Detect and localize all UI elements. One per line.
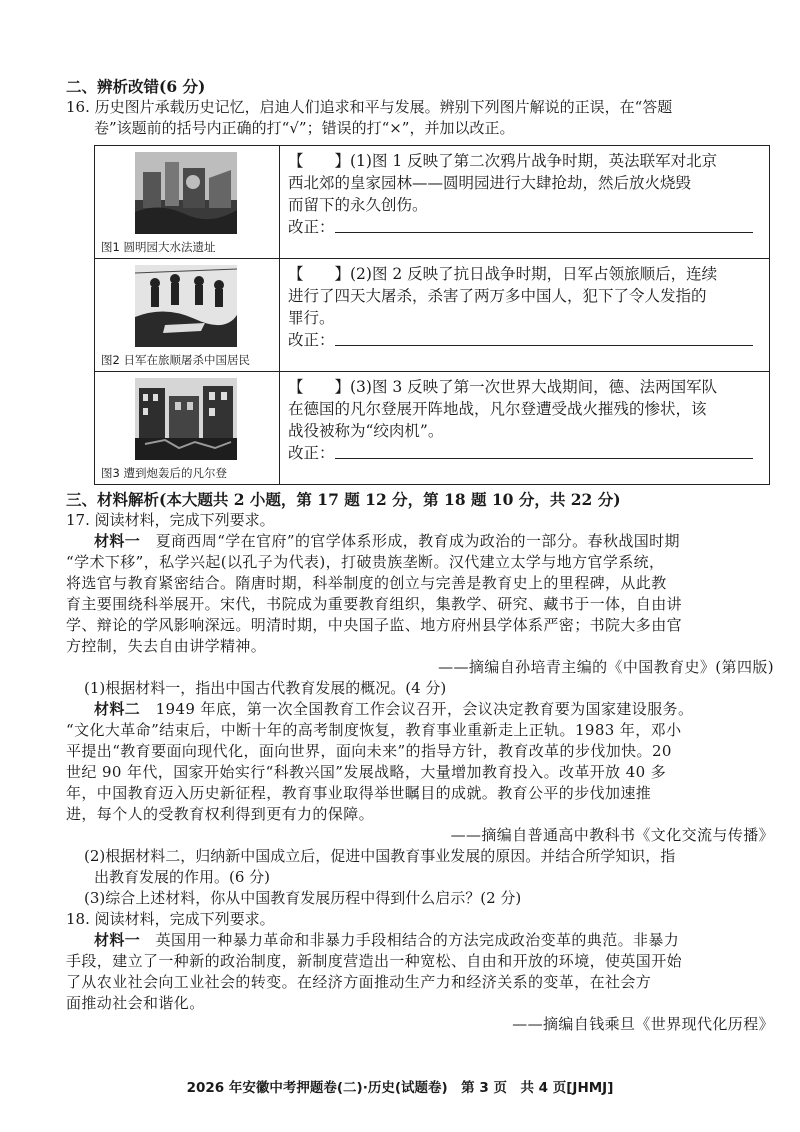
material-block — [66, 930, 774, 1035]
picture-cell — [95, 372, 280, 485]
correction-blank[interactable] — [335, 331, 753, 346]
statement-line: 而留下的永久创伤。 — [288, 196, 428, 214]
material-label: 材料二 — [94, 700, 141, 718]
material-line: 了从农业社会向工业社会的转变。在经济方面推动生产力和经济关系的变革，在社会方 — [66, 973, 652, 991]
question-16-prompt: 16. 历史图片承载历史记忆，启迪人们追求和平与发展。辨别下列图片解说的正误，在“答题 — [66, 98, 673, 116]
material-line — [66, 930, 774, 951]
statement-line: 西北郊的皇家园林——圆明园进行大肆抢劫，然后放火烧毁 — [288, 174, 692, 192]
statement-line: 【 】(1)图 1 反映了第二次鸦片战争时期，英法联军对北京 — [288, 152, 718, 170]
material-label: 材料一 — [94, 931, 141, 949]
correction-row — [288, 329, 763, 351]
picture-caption: 图1 圆明园大水法遗址 — [101, 240, 216, 254]
statement-line: 在德国的凡尔登展开阵地战，凡尔登遭受战火摧残的惨状，该 — [288, 400, 707, 418]
material-line — [66, 699, 774, 720]
picture-row-3 — [95, 372, 770, 485]
ruins-photo-icon — [135, 152, 237, 234]
material-line: 手段，建立了一种新的政治制度，新制度营造出一种宽松、自由和开放的环境，使英国开始 — [66, 952, 683, 970]
correction-blank[interactable] — [335, 444, 753, 459]
picture-row-2 — [95, 259, 770, 372]
picture-row-1 — [95, 146, 770, 259]
section-title: 三、材料解析(本大题共 2 小题，第 17 题 12 分，第 18 题 10 分，共 22 分) — [66, 490, 621, 509]
correction-row — [288, 442, 763, 464]
exam-page — [66, 74, 774, 1035]
statement-line: 【 】(2)图 2 反映了抗日战争时期，日军占领旅顺后，连续 — [288, 265, 718, 283]
statement-line: 战役被称为“绞肉机”。 — [288, 422, 444, 440]
statement-line: 进行了四天大屠杀，杀害了两万多中国人，犯下了令人发指的 — [288, 287, 707, 305]
bombed-town-photo-icon — [135, 378, 237, 460]
material-line: “文化大革命”结束后，中断十年的高考制度恢复，教育事业重新走上正轨。1983 年，邓小 — [66, 721, 682, 739]
section-title: 二、辨析改错(6 分) — [66, 77, 206, 96]
question-18-prompt: 18. 阅读材料，完成下列要求。 — [66, 910, 275, 928]
correction-label: 改正： — [288, 218, 335, 236]
material-line: 方控制，失去自由讲学精神。 — [66, 637, 267, 655]
question-17-2-cont: 出教育发展的作用。(6 分) — [94, 868, 271, 886]
material-line: 将选官与教育紧密结合。隋唐时期，科举制度的创立与完善是教育史上的里程碑，从此教 — [66, 574, 667, 592]
material-text: 英国用一种暴力革命和非暴力手段相结合的方法完成政治变革的典范。非暴力 — [140, 931, 680, 949]
statement-line: 罪行。 — [288, 309, 335, 327]
material-line: 面推动社会和谐化。 — [66, 994, 205, 1012]
question-17-prompt: 17. 阅读材料，完成下列要求。 — [66, 511, 275, 529]
picture-cell — [95, 259, 280, 372]
correction-row — [288, 216, 763, 238]
material-source: ——摘编自孙培青主编的《中国教育史》(第四版) — [438, 658, 774, 676]
question-17-2: (2)根据材料二，归纳新中国成立后，促进中国教育事业发展的原因。并结合所学知识，指 — [84, 847, 676, 865]
picture-cell — [95, 146, 280, 259]
material-text: 夏商西周“学在官府”的官学体系形成，教育成为政治的一部分。春秋战国时期 — [140, 532, 680, 550]
correction-blank[interactable] — [335, 218, 753, 233]
material-source: ——摘编自钱乘旦《世界现代化历程》 — [512, 1015, 774, 1033]
question-17-1: (1)根据材料一，指出中国古代教育发展的概况。(4 分) — [84, 679, 447, 697]
correction-label: 改正： — [288, 444, 335, 462]
material-line: “学术下移”，私学兴起(以孔子为代表)，打破贵族垄断。汉代建立太学与地方官学系统， — [66, 553, 665, 571]
picture-caption: 图2 日军在旅顺屠杀中国居民 — [101, 353, 250, 367]
material-line: 育主要围绕科举展开。宋代，书院成为重要教育组织，集教学、研究、藏书于一体，自由讲 — [66, 595, 683, 613]
material-line: 平提出“教育要面向现代化，面向世界，面向未来”的指导方针，教育改革的步伐加快。20 — [66, 742, 672, 760]
correction-label: 改正： — [288, 331, 335, 349]
material-source: ——摘编自普通高中教科书《文化交流与传播》 — [450, 826, 774, 844]
question-16-prompt-cont: 卷”该题前的括号内正确的打“√”；错误的打“×”，并加以改正。 — [94, 119, 515, 137]
massacre-engraving-icon — [135, 265, 237, 347]
material-text: 1949 年底，第一次全国教育工作会议召开，会议决定教育要为国家建设服务。 — [140, 700, 694, 718]
statement-cell — [280, 146, 770, 259]
statement-cell — [280, 372, 770, 485]
material-block — [66, 699, 774, 846]
material-line — [66, 531, 774, 552]
question-17-3: (3)综合上述材料，你从中国教育发展历程中得到什么启示？(2 分) — [84, 889, 522, 907]
statement-cell — [280, 259, 770, 372]
picture-caption: 图3 遭到炮轰后的凡尔登 — [101, 466, 227, 480]
material-line: 学、辩论的学风影响深远。明清时期，中央国子监、地方府州县学体系严密；书院大多由官 — [66, 616, 683, 634]
material-line: 进，每个人的受教育权利得到更有力的保障。 — [66, 805, 375, 823]
material-block — [66, 531, 774, 678]
material-line: 年，中国教育迈入历史新征程，教育事业取得举世瞩目的成就。教育公平的步伐加速推 — [66, 784, 652, 802]
material-label: 材料一 — [94, 532, 141, 550]
statement-line: 【 】(3)图 3 反映了第一次世界大战期间，德、法两国军队 — [288, 378, 718, 396]
material-line: 世纪 90 年代，国家开始实行“科教兴国”发展战略，大量增加教育投入。改革开放 40 多 — [66, 763, 667, 781]
page-footer: 2026 年安徽中考押题卷(二)·历史(试题卷) 第 3 页 共 4 页[JHMJ] — [186, 1080, 614, 1096]
picture-table — [94, 145, 770, 485]
